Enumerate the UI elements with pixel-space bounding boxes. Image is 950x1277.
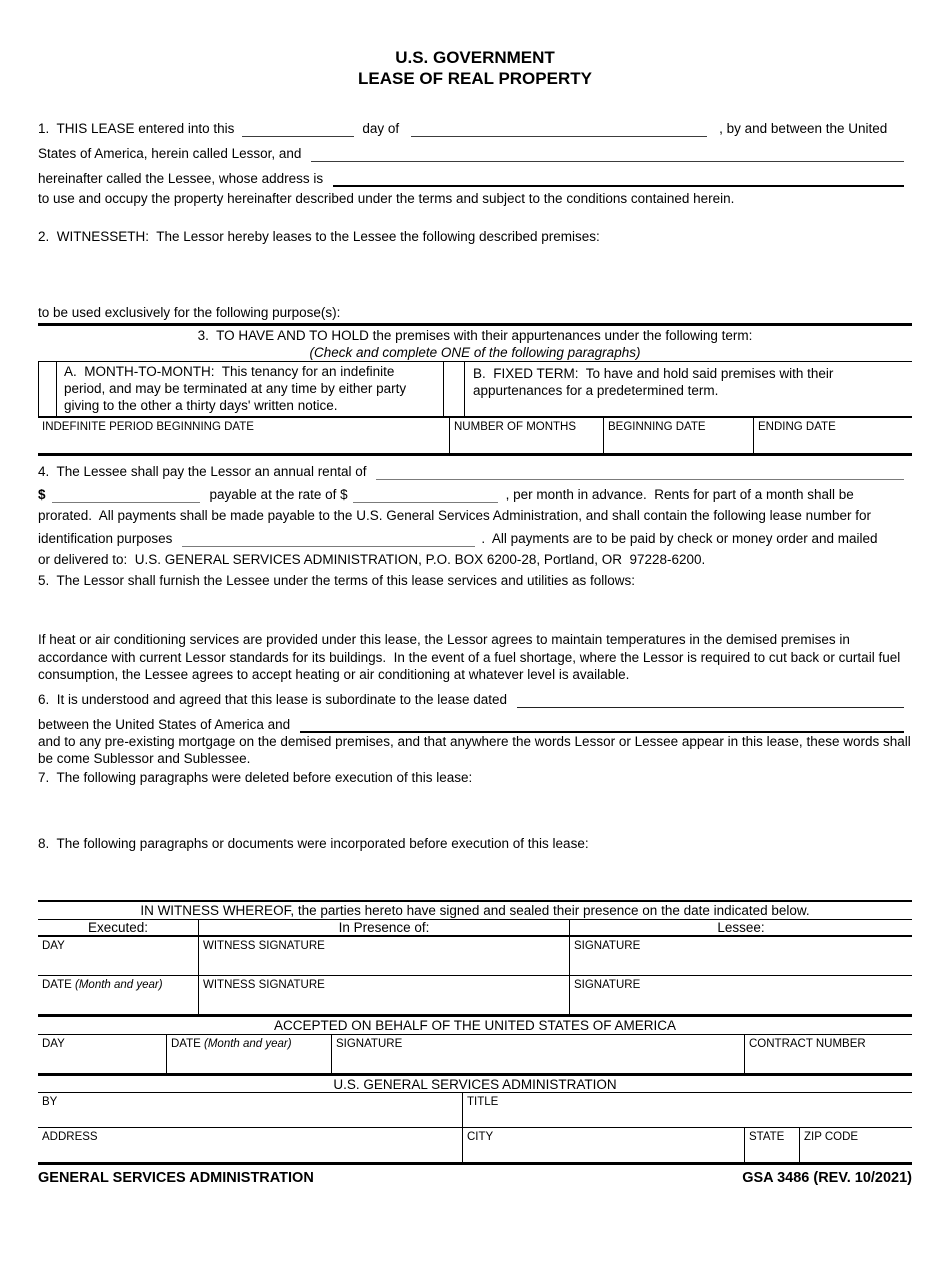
- footer-form-number: GSA 3486 (REV. 10/2021): [742, 1169, 912, 1186]
- witness-signature-1-label: WITNESS SIGNATURE: [203, 939, 325, 952]
- annual-amount-blank[interactable]: [52, 502, 200, 503]
- witness-header-text: IN WITNESS WHEREOF, the parties hereto have signed and sealed their presence on the date indicated below.: [38, 902, 912, 920]
- clause-3-header-text: 3. TO HAVE AND TO HOLD the premises with their appurtenances under the following term:: [197, 328, 753, 343]
- clause-4: [38, 458, 912, 568]
- clause-6-between-text: between the United States of America and: [38, 716, 291, 732]
- accepted-day-label: DAY: [42, 1037, 65, 1050]
- lessee-column-header: Lessee:: [569, 920, 912, 935]
- lease-day-blank[interactable]: [242, 136, 354, 137]
- option-a-text: A. MONTH-TO-MONTH: This tenancy for an indefinite period, and may be terminated at any time by either party giving to the other a thirty days' written notice.: [64, 364, 410, 413]
- clause-5: [38, 572, 912, 631]
- clause-6: [38, 684, 915, 767]
- term-options-row: [38, 361, 912, 416]
- gsa-address-cell[interactable]: [38, 1128, 462, 1162]
- lease-form-page: [0, 47, 950, 1186]
- gsa-address-row: [38, 1128, 912, 1162]
- clause-4-row2: [38, 480, 912, 503]
- services-utilities-area[interactable]: [38, 589, 912, 631]
- option-a-checkbox[interactable]: [38, 362, 57, 416]
- premises-description-area[interactable]: [38, 245, 912, 305]
- option-b-text: B. FIXED TERM: To have and hold said premises with their appurtenances for a predetermined term.: [473, 366, 838, 398]
- lessor-name-blank[interactable]: [311, 161, 904, 162]
- dollar-sign: $: [38, 487, 46, 502]
- witness-date-note: (Month and year): [75, 978, 163, 991]
- clause-1-lead: 1. THIS LEASE entered into this: [38, 121, 235, 136]
- gsa-title-cell[interactable]: [462, 1093, 912, 1127]
- prorated-text: prorated. All payments shall be made payable to the U.S. General Services Administration, and shall contain the following lease number for: [38, 508, 871, 523]
- contract-number-cell[interactable]: [744, 1035, 912, 1073]
- number-of-months-label: NUMBER OF MONTHS: [454, 421, 577, 433]
- gsa-header-text: U.S. GENERAL SERVICES ADMINISTRATION: [38, 1076, 912, 1093]
- clause-6-closing-text: and to any pre-existing mortgage on the demised premises, and that anywhere the words Lessor or Lessee appear in this lease, these words shall be come Sublessor and Sublessee.: [38, 733, 915, 766]
- form-title: [38, 47, 912, 89]
- gsa-title-label: TITLE: [467, 1095, 499, 1108]
- gsa-address-label: ADDRESS: [42, 1130, 98, 1143]
- after-identification-text: . All payments are to be paid by check or money order and mailed: [481, 531, 878, 546]
- gsa-zip-cell[interactable]: [799, 1128, 912, 1162]
- accepted-date-label-text: DATE: [171, 1037, 205, 1050]
- gsa-state-cell[interactable]: [744, 1128, 799, 1162]
- gsa-by-label: BY: [42, 1095, 58, 1108]
- subordinate-lease-date-blank[interactable]: [517, 707, 904, 708]
- clause-3-subheader-text: (Check and complete ONE of the following paragraphs): [309, 345, 641, 360]
- clause-4-row1: [38, 458, 912, 480]
- clause-1-row1: [38, 112, 912, 137]
- annual-rental-blank[interactable]: [376, 479, 904, 480]
- heat-ac-paragraph: If heat or air conditioning services are provided under this lease, the Lessor agrees to maintain temperatures in the demised premises in accordance with current Lessor standards for its buildings. In the event of a fuel shortage, where the Lessor is required to cut back or curtail fuel consumption, the Lessee agrees to accept heating or air conditioning at whatever level is available.: [38, 632, 904, 682]
- beginning-date-label: BEGINNING DATE: [608, 421, 706, 433]
- clause-3-header: [38, 326, 912, 361]
- per-month-text: , per month in advance. Rents for part of a month shall be: [505, 487, 854, 502]
- clause-1-lessee-text: hereinafter called the Lessee, whose address is: [38, 171, 324, 186]
- clause-1-tail: , by and between the United: [719, 121, 888, 136]
- accepted-day-cell[interactable]: [38, 1035, 166, 1073]
- clause-8: [38, 835, 912, 900]
- clause-4-lead: 4. The Lessee shall pay the Lessor an annual rental of: [38, 464, 367, 479]
- gsa-state-label: STATE: [749, 1130, 785, 1143]
- clause-8-text: 8. The following paragraphs or documents were incorporated before execution of this lease:: [38, 835, 589, 851]
- clause-2-text: 2. WITNESSETH: The Lessor hereby leases to the Lessee the following described premises:: [38, 229, 600, 244]
- witness-day-label: DAY: [42, 939, 65, 952]
- clause-7-text: 7. The following paragraphs were deleted before execution of this lease:: [38, 769, 473, 785]
- accepted-date-cell[interactable]: [166, 1035, 331, 1073]
- monthly-rate-blank[interactable]: [353, 502, 498, 503]
- clause-6-row2: [38, 708, 912, 733]
- witness-date-label: [38, 976, 198, 994]
- witness-signature-2-label: WITNESS SIGNATURE: [203, 978, 325, 991]
- footer-agency-text: GENERAL SERVICES ADMINISTRATION: [38, 1169, 314, 1186]
- term-dates-row: [38, 416, 912, 453]
- clause-2: [38, 228, 912, 323]
- witness-date-cell[interactable]: [38, 976, 198, 1014]
- witness-day-cell[interactable]: [38, 937, 198, 975]
- lessee-signature-2-cell[interactable]: [569, 976, 912, 1014]
- ending-date-cell[interactable]: [753, 418, 912, 453]
- clause-5-text: 5. The Lessor shall furnish the Lessee under the terms of this lease services and utilities as follows:: [38, 573, 636, 588]
- clause-4-row5: [38, 547, 912, 568]
- gsa-zip-label: ZIP CODE: [804, 1130, 859, 1143]
- incorporated-paragraphs-area[interactable]: [38, 852, 912, 900]
- witness-date-label-text: DATE: [42, 978, 76, 991]
- accepted-signature-label: SIGNATURE: [336, 1037, 403, 1050]
- indefinite-beginning-date-label: INDEFINITE PERIOD BEGINNING DATE: [42, 421, 254, 433]
- accepted-row: [38, 1035, 912, 1073]
- clause-1: [38, 112, 912, 207]
- contract-number-label: CONTRACT NUMBER: [749, 1037, 866, 1050]
- clause-1-row4: [38, 187, 912, 207]
- witness-signature-1-cell[interactable]: [198, 937, 569, 975]
- indefinite-beginning-date-cell[interactable]: [38, 418, 449, 453]
- clause-1-day-of: day of: [362, 121, 400, 136]
- clause-1-lessor-text: States of America, herein called Lessor, and: [38, 146, 302, 161]
- gsa-by-cell[interactable]: [38, 1093, 462, 1127]
- form-title-line2: LEASE OF REAL PROPERTY: [358, 69, 592, 88]
- witness-day-row: [38, 937, 912, 976]
- gsa-city-label: CITY: [467, 1130, 494, 1143]
- lessee-signature-1-label: SIGNATURE: [574, 939, 641, 952]
- accepted-header-text: ACCEPTED ON BEHALF OF THE UNITED STATES OF AMERICA: [38, 1017, 912, 1035]
- form-title-line1: U.S. GOVERNMENT: [395, 48, 555, 67]
- accepted-date-label: [167, 1035, 331, 1053]
- lease-number-blank[interactable]: [182, 546, 475, 547]
- clause-6-row1: [38, 684, 912, 708]
- witness-table: [38, 900, 912, 1017]
- clause-4-row4: [38, 524, 912, 547]
- lessee-signature-1-cell[interactable]: [569, 937, 912, 975]
- beginning-date-cell[interactable]: [603, 418, 753, 453]
- witness-column-header-row: [38, 920, 912, 937]
- clause-4-row3: [38, 503, 912, 524]
- ending-date-label: ENDING DATE: [758, 421, 836, 433]
- lease-month-year-blank[interactable]: [411, 136, 707, 137]
- clause-3-table: [38, 323, 912, 456]
- clause-1-row3: [38, 162, 912, 187]
- clause-6-lead: 6. It is understood and agreed that this lease is subordinate to the lease dated: [38, 691, 508, 707]
- payable-text: payable at the rate of $: [209, 487, 348, 502]
- clause-1-closing-text: to use and occupy the property hereinafter described under the terms and subject to the conditions contained herein.: [38, 191, 735, 206]
- number-of-months-cell[interactable]: [449, 418, 603, 453]
- clause-7: [38, 769, 912, 835]
- clause-2-purpose-text: to be used exclusively for the following purpose(s):: [38, 305, 341, 320]
- witness-signature-2-cell[interactable]: [198, 976, 569, 1014]
- form-footer: [38, 1170, 912, 1186]
- accepted-date-note: (Month and year): [204, 1037, 292, 1050]
- witness-date-row: [38, 976, 912, 1014]
- accepted-table: [38, 1017, 912, 1076]
- gsa-table: [38, 1076, 912, 1165]
- gsa-by-title-row: [38, 1093, 912, 1128]
- executed-column-header: Executed:: [87, 919, 149, 935]
- accepted-signature-cell[interactable]: [331, 1035, 744, 1073]
- gsa-city-cell[interactable]: [462, 1128, 744, 1162]
- deleted-paragraphs-area[interactable]: [38, 786, 912, 835]
- in-presence-of-column-header: In Presence of:: [198, 920, 569, 935]
- clause-1-row2: [38, 137, 912, 162]
- option-b-checkbox[interactable]: [443, 362, 465, 416]
- identification-text: identification purposes: [38, 531, 173, 546]
- lessee-address-blank[interactable]: [333, 185, 904, 187]
- lessee-signature-2-label: SIGNATURE: [574, 978, 641, 991]
- delivered-to-text: or delivered to: U.S. GENERAL SERVICES ADMINISTRATION, P.O. BOX 6200-28, Portland, OR 97228-6200.: [38, 552, 706, 567]
